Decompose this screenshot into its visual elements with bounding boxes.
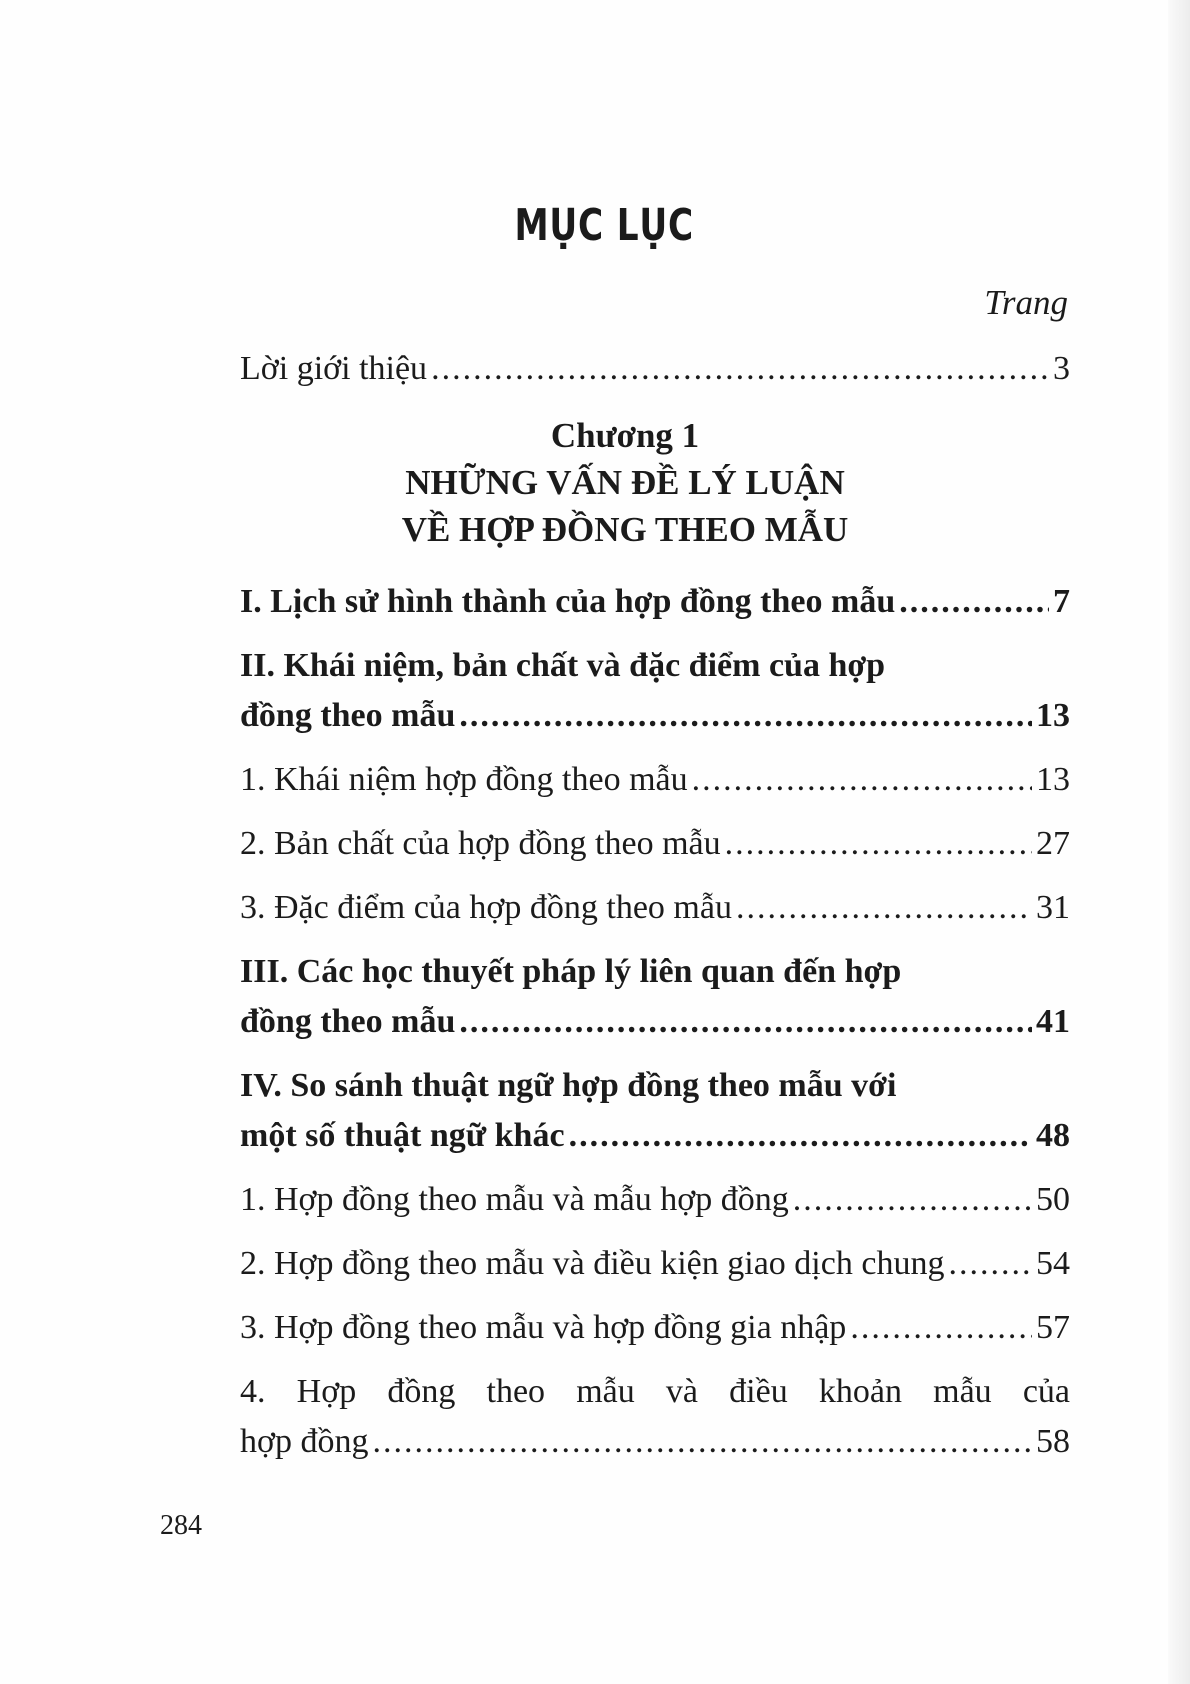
- toc-entry-page: 58: [1036, 1423, 1070, 1460]
- toc-entry-intro[interactable]: [240, 344, 1070, 394]
- toc-entry-page: 57: [1036, 1309, 1070, 1346]
- toc-entry-label: hợp đồng: [240, 1423, 369, 1460]
- dot-leader: [899, 577, 1049, 627]
- toc-entry-page: 7: [1053, 583, 1070, 620]
- toc-entry-page: 54: [1036, 1245, 1070, 1282]
- toc-entry-page: 27: [1036, 825, 1070, 862]
- dot-leader: [459, 997, 1032, 1047]
- toc-entry-label: 3. Hợp đồng theo mẫu và hợp đồng gia nhập: [240, 1309, 847, 1346]
- chapter-title-line1: NHỮNG VẤN ĐỀ LÝ LUẬN: [405, 463, 845, 502]
- toc-entry-page: 31: [1036, 889, 1070, 926]
- toc-entry[interactable]: [240, 1303, 1070, 1353]
- toc-entry[interactable]: [240, 883, 1070, 933]
- toc-entry[interactable]: [240, 1239, 1070, 1289]
- toc-entry-page: 41: [1036, 1003, 1070, 1040]
- dot-leader: [431, 344, 1049, 394]
- toc-entry-label: đồng theo mẫu: [240, 697, 456, 734]
- chapter-number: Chương 1: [550, 416, 700, 455]
- toc-entry-label-line1: 4. Hợp đồng theo mẫu và điều khoản mẫu của: [240, 1373, 1070, 1410]
- toc-entry[interactable]: [240, 819, 1070, 869]
- toc-entry[interactable]: [240, 577, 1070, 627]
- toc-entry-label: 1. Khái niệm hợp đồng theo mẫu: [240, 761, 688, 798]
- page-edge-shadow: [1168, 0, 1190, 1684]
- dot-leader: [736, 883, 1032, 933]
- dot-leader: [372, 1417, 1032, 1467]
- toc-entry-label: đồng theo mẫu: [240, 1003, 456, 1040]
- toc-entry-label: 2. Hợp đồng theo mẫu và điều kiện giao dịch chung: [240, 1245, 945, 1282]
- toc-entry-label-line1: II. Khái niệm, bản chất và đặc điểm của hợp: [240, 647, 886, 684]
- toc-entry-label: I. Lịch sử hình thành của hợp đồng theo mẫu: [240, 583, 896, 620]
- toc-entry-page: 48: [1036, 1117, 1070, 1154]
- dot-leader: [793, 1175, 1032, 1225]
- toc-entry-page: 3: [1053, 350, 1070, 387]
- page-title: MỤC LỤC: [514, 200, 695, 251]
- toc-entry[interactable]: [240, 947, 1070, 1047]
- toc-entry-label: 3. Đặc điểm của hợp đồng theo mẫu: [240, 889, 732, 926]
- dot-leader: [692, 755, 1032, 805]
- dot-leader: [850, 1303, 1032, 1353]
- toc-entry[interactable]: [240, 1061, 1070, 1161]
- toc-entry-page: 13: [1036, 761, 1070, 798]
- dot-leader: [569, 1111, 1032, 1161]
- toc-entry-page: 13: [1036, 697, 1070, 734]
- dot-leader: [948, 1239, 1032, 1289]
- page-column-label: Trang: [984, 283, 1068, 322]
- toc-entry-label-line1: IV. So sánh thuật ngữ hợp đồng theo mẫu với: [240, 1067, 897, 1104]
- toc-entry[interactable]: [240, 755, 1070, 805]
- toc-entry[interactable]: [240, 1175, 1070, 1225]
- toc-entry-label-line1: III. Các học thuyết pháp lý liên quan đến hợp: [240, 953, 902, 990]
- chapter-heading: [240, 412, 1070, 553]
- dot-leader: [725, 819, 1032, 869]
- chapter-title-line2: VỀ HỢP ĐỒNG THEO MẪU: [401, 510, 849, 549]
- toc-entry-label: 1. Hợp đồng theo mẫu và mẫu hợp đồng: [240, 1181, 789, 1218]
- table-of-contents: [240, 344, 1070, 1481]
- toc-entry[interactable]: [240, 1367, 1070, 1467]
- page-number: 284: [160, 1510, 202, 1541]
- toc-entry-label: một số thuật ngữ khác: [240, 1117, 565, 1154]
- toc-entry-label: 2. Bản chất của hợp đồng theo mẫu: [240, 825, 721, 862]
- dot-leader: [459, 691, 1032, 741]
- toc-entry[interactable]: [240, 641, 1070, 741]
- toc-entry-label: Lời giới thiệu: [240, 350, 428, 387]
- toc-entry-page: 50: [1036, 1181, 1070, 1218]
